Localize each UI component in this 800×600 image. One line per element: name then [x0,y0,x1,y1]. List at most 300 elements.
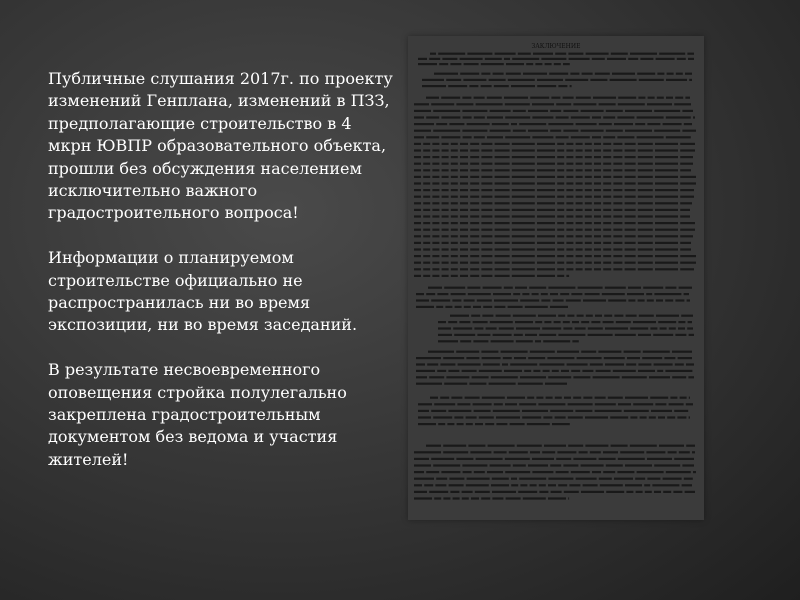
document-word-mark [414,143,421,145]
document-word-mark [603,156,611,158]
document-word-mark [453,497,460,499]
document-word-mark [423,262,430,264]
document-word-mark [613,176,622,178]
document-word-mark [675,363,684,365]
document-word-mark [414,209,421,211]
document-word-mark [449,123,464,125]
document-word-mark [582,370,593,372]
document-word-mark [432,222,439,224]
document-word-mark [442,169,449,171]
document-word-mark [653,334,673,336]
document-word-mark [557,163,564,165]
document-word-mark [557,229,564,231]
document-word-mark [418,423,436,425]
document-word-mark [666,79,687,81]
document-word-mark [682,110,693,112]
document-word-mark [470,189,479,191]
document-word-mark [423,143,430,145]
document-word-mark [655,268,678,270]
document-word-mark [512,156,535,158]
document-word-mark [680,215,690,217]
document-word-mark [550,306,568,308]
document-word-mark [443,445,466,447]
document-word-mark [432,262,439,264]
document-word-mark [667,416,675,418]
document-word-mark [432,182,439,184]
document-word-mark [687,299,690,301]
document-word-mark [638,248,653,250]
document-word-mark [674,458,694,460]
document-word-mark [470,275,479,277]
document-word-mark [424,484,433,486]
document-heading: ЗАКЛЮЧЕНИЕ [531,43,581,50]
document-word-mark [463,79,486,81]
document-word-mark [599,478,612,480]
document-word-mark [481,255,492,257]
document-word-mark [638,370,655,372]
document-word-mark [557,169,564,171]
document-word-mark [537,163,555,165]
document-word-mark [457,403,470,405]
document-word-mark [571,370,580,372]
document-word-mark [457,423,464,425]
document-word-mark [545,383,567,385]
document-word-mark [416,306,434,308]
document-word-mark [470,196,479,198]
document-word-mark [569,484,580,486]
document-word-mark [685,491,695,493]
document-word-mark [423,149,430,151]
document-word-mark [557,176,564,178]
document-word-mark [422,79,444,81]
document-word-mark [537,176,555,178]
document-word-mark [655,149,678,151]
document-word-mark [550,110,561,112]
document-word-mark [414,169,421,171]
document-word-mark [432,215,439,217]
document-word-mark [625,262,636,264]
document-word-mark [686,363,694,365]
document-word-mark [470,209,479,211]
document-word-mark [539,491,548,493]
document-word-mark [476,458,503,460]
document-word-mark [594,255,601,257]
document-word-mark [637,471,664,473]
document-word-mark [474,410,491,412]
document-word-mark [486,327,497,329]
document-word-mark [434,73,458,75]
document-word-mark [655,143,678,145]
document-word-mark [511,484,518,486]
document-word-mark [618,458,645,460]
document-word-mark [585,215,592,217]
document-word-mark [680,222,695,224]
document-word-mark [470,268,479,270]
document-word-mark [553,299,564,301]
document-word-mark [522,416,541,418]
document-word-mark [547,357,574,359]
document-word-mark [556,458,571,460]
document-word-mark [414,163,421,165]
document-word-mark [460,229,468,231]
document-word-mark [585,255,592,257]
paragraph-public-hearings: Публичные слушания 2017г. по проекту изменений Генплана, изменений в ПЗЗ, предполагающие строительство в 4 мкрн ЮВПР образовательного объекта, прошли без обсуждения населением исключительно важного градостроительного вопроса! [48,69,393,223]
document-word-mark [468,445,485,447]
document-word-mark [441,97,460,99]
document-word-mark [442,209,449,211]
document-word-mark [477,299,492,301]
document-word-mark [460,222,468,224]
document-word-mark [462,491,473,493]
document-word-mark [645,491,652,493]
document-word-mark [487,471,503,473]
document-word-mark [460,176,468,178]
document-word-mark [617,471,634,473]
document-word-mark [512,182,535,184]
document-word-mark [442,255,449,257]
document-word-mark [655,242,678,244]
document-word-mark [594,268,601,270]
document-word-mark [442,149,449,151]
document-word-mark [512,189,535,191]
document-word-mark [603,116,615,118]
document-word-mark [557,196,564,198]
document-word-mark [628,58,638,60]
document-word-mark [414,235,421,237]
document-word-mark [481,229,492,231]
document-word-mark [414,130,431,132]
document-word-mark [414,116,424,118]
document-word-mark [448,85,467,87]
document-word-mark [466,423,473,425]
document-word-mark [442,182,449,184]
document-word-mark [571,293,582,295]
document-word-mark [614,478,633,480]
document-word-mark [493,334,512,336]
document-word-mark [604,315,612,317]
document-word-mark [414,451,441,453]
document-word-mark [658,416,665,418]
document-text-lines [414,53,696,500]
document-word-mark [517,445,542,447]
document-word-mark [453,327,472,329]
document-word-mark [549,73,568,75]
document-word-mark [563,97,574,99]
document-word-mark [548,123,573,125]
document-word-mark [618,103,645,105]
document-word-mark [479,416,494,418]
document-word-mark [481,196,492,198]
document-word-mark [481,169,492,171]
document-word-mark [495,163,510,165]
document-word-mark [463,471,472,473]
document-word-mark [432,268,439,270]
document-word-mark [442,262,449,264]
document-word-mark [542,327,561,329]
document-word-mark [624,351,641,353]
document-word-mark [537,275,555,277]
document-word-mark [594,209,601,211]
document-word-mark [566,242,573,244]
document-word-mark [613,149,622,151]
document-word-mark [613,189,622,191]
document-word-mark [603,235,611,237]
document-word-mark [495,255,510,257]
document-word-mark [545,63,552,65]
document-word-mark [638,196,653,198]
document-word-mark [427,363,438,365]
document-word-mark [666,136,691,138]
document-word-mark [470,222,479,224]
document-word-mark [674,410,688,412]
document-word-mark [680,182,696,184]
document-word-mark [423,242,430,244]
document-word-mark [512,255,535,257]
document-word-mark [494,403,503,405]
document-word-mark [599,103,616,105]
document-word-mark [557,235,564,237]
document-word-mark [689,79,692,81]
document-word-mark [442,58,457,60]
document-word-mark [537,215,555,217]
document-word-mark [442,215,449,217]
document-word-mark [426,445,441,447]
document-word-mark [689,416,690,418]
document-word-mark [414,484,422,486]
document-word-mark [638,156,653,158]
document-word-mark [432,229,439,231]
document-word-mark [592,471,601,473]
document-word-mark [659,53,685,55]
document-word-mark [599,458,616,460]
document-word-mark [603,262,611,264]
document-word-mark [481,182,492,184]
document-word-mark [628,287,641,289]
document-word-mark [594,262,601,264]
document-word-mark [463,136,472,138]
document-word-mark [585,143,592,145]
document-word-mark [654,363,673,365]
document-word-mark [625,464,652,466]
document-word-mark [451,268,458,270]
document-word-mark [686,445,695,447]
document-word-mark [680,156,693,158]
document-word-mark [523,73,547,75]
document-word-mark [414,189,421,191]
document-word-mark [519,403,536,405]
document-word-mark [505,103,530,105]
document-word-mark [496,416,520,418]
document-word-mark [655,209,678,211]
document-word-mark [442,275,449,277]
document-word-mark [423,189,430,191]
document-word-mark [626,363,636,365]
document-word-mark [451,156,458,158]
document-word-mark [481,242,492,244]
document-word-mark [680,149,695,151]
document-word-mark [525,334,537,336]
document-word-mark [429,376,444,378]
document-word-mark [598,351,621,353]
document-word-mark [481,149,492,151]
document-word-mark [602,293,625,295]
document-word-mark [438,53,465,55]
document-word-mark [481,63,504,65]
document-word-mark [684,293,689,295]
document-word-mark [564,397,571,399]
document-word-mark [604,357,625,359]
document-word-mark [656,315,679,317]
document-word-mark [462,110,487,112]
document-word-mark [512,262,535,264]
document-word-mark [573,103,596,105]
document-word-mark [423,182,430,184]
document-word-mark [490,110,511,112]
document-word-mark [422,85,446,87]
document-word-mark [638,363,651,365]
document-word-mark [505,116,530,118]
document-word-mark [432,242,439,244]
document-word-mark [450,63,461,65]
document-word-mark [470,255,479,257]
document-word-mark [444,383,467,385]
document-word-mark [537,156,555,158]
document-word-mark [450,491,459,493]
document-word-mark [460,235,468,237]
document-word-mark [429,491,448,493]
document-word-mark [566,262,573,264]
document-word-mark [414,458,429,460]
document-word-mark [446,376,469,378]
document-word-mark [606,464,623,466]
document-word-mark [450,315,469,317]
document-word-mark [603,229,611,231]
document-word-mark [481,215,492,217]
document-word-mark [638,149,653,151]
document-word-mark [568,53,583,55]
document-word-mark [577,357,602,359]
document-word-mark [460,209,468,211]
document-word-mark [487,116,503,118]
document-word-mark [688,321,692,323]
document-word-mark [625,196,636,198]
document-word-mark [483,306,492,308]
document-word-mark [576,268,583,270]
document-word-mark [495,202,510,204]
document-word-mark [481,497,490,499]
document-word-mark [566,182,573,184]
document-word-mark [416,376,427,378]
document-word-mark [464,63,479,65]
document-word-mark [519,123,546,125]
document-word-mark [655,222,678,224]
document-word-mark [527,397,534,399]
document-word-mark [576,163,583,165]
document-word-mark [663,491,671,493]
document-word-mark [470,169,479,171]
document-word-mark [563,63,570,65]
document-word-mark [444,287,465,289]
document-word-mark [511,85,535,87]
document-word-mark [665,370,692,372]
document-word-mark [539,334,556,336]
document-word-mark [512,229,535,231]
document-word-mark [423,268,430,270]
document-word-mark [627,293,644,295]
document-word-mark [414,202,421,204]
document-word-mark [687,327,693,329]
document-word-mark [625,143,636,145]
document-word-mark [566,149,573,151]
document-word-mark [689,334,694,336]
document-word-mark [495,176,510,178]
document-word-mark [637,136,664,138]
document-word-mark [414,156,421,158]
document-word-mark [665,287,676,289]
document-word-mark [678,321,685,323]
document-word-mark [571,136,590,138]
document-word-mark [426,293,435,295]
document-word-mark [495,189,510,191]
document-word-mark [544,321,551,323]
document-word-mark [638,163,653,165]
document-word-mark [436,478,447,480]
document-word-mark [414,491,427,493]
document-word-mark [625,189,636,191]
document-word-mark [666,471,691,473]
document-word-mark [654,110,680,112]
document-word-mark [625,156,636,158]
document-word-mark [451,397,462,399]
document-word-mark [423,176,430,178]
document-word-mark [585,202,592,204]
document-word-mark [594,163,601,165]
document-word-mark [432,149,439,151]
document-word-mark [550,293,558,295]
document-word-mark [423,248,430,250]
document-word-mark [590,451,601,453]
document-word-mark [678,357,692,359]
document-word-mark [680,209,690,211]
document-word-mark [441,136,460,138]
document-word-mark [460,182,468,184]
document-word-mark [481,189,492,191]
document-word-mark [592,116,601,118]
document-word-mark [585,416,608,418]
document-word-mark [414,248,421,250]
document-word-mark [569,58,590,60]
document-word-mark [538,403,565,405]
document-word-mark [432,176,439,178]
document-word-mark [436,306,443,308]
document-word-mark [541,299,550,301]
document-word-mark [685,73,692,75]
document-word-mark [495,149,510,151]
document-word-mark [625,182,636,184]
document-word-mark [432,196,439,198]
document-word-mark [688,58,694,60]
document-word-mark [606,130,623,132]
document-word-mark [423,209,430,211]
document-word-mark [581,464,604,466]
document-word-mark [477,334,490,336]
document-word-mark [576,229,583,231]
document-word-mark [496,423,507,425]
document-word-mark [638,202,653,204]
document-word-mark [638,229,653,231]
document-word-mark [673,491,682,493]
document-word-mark [570,73,579,75]
